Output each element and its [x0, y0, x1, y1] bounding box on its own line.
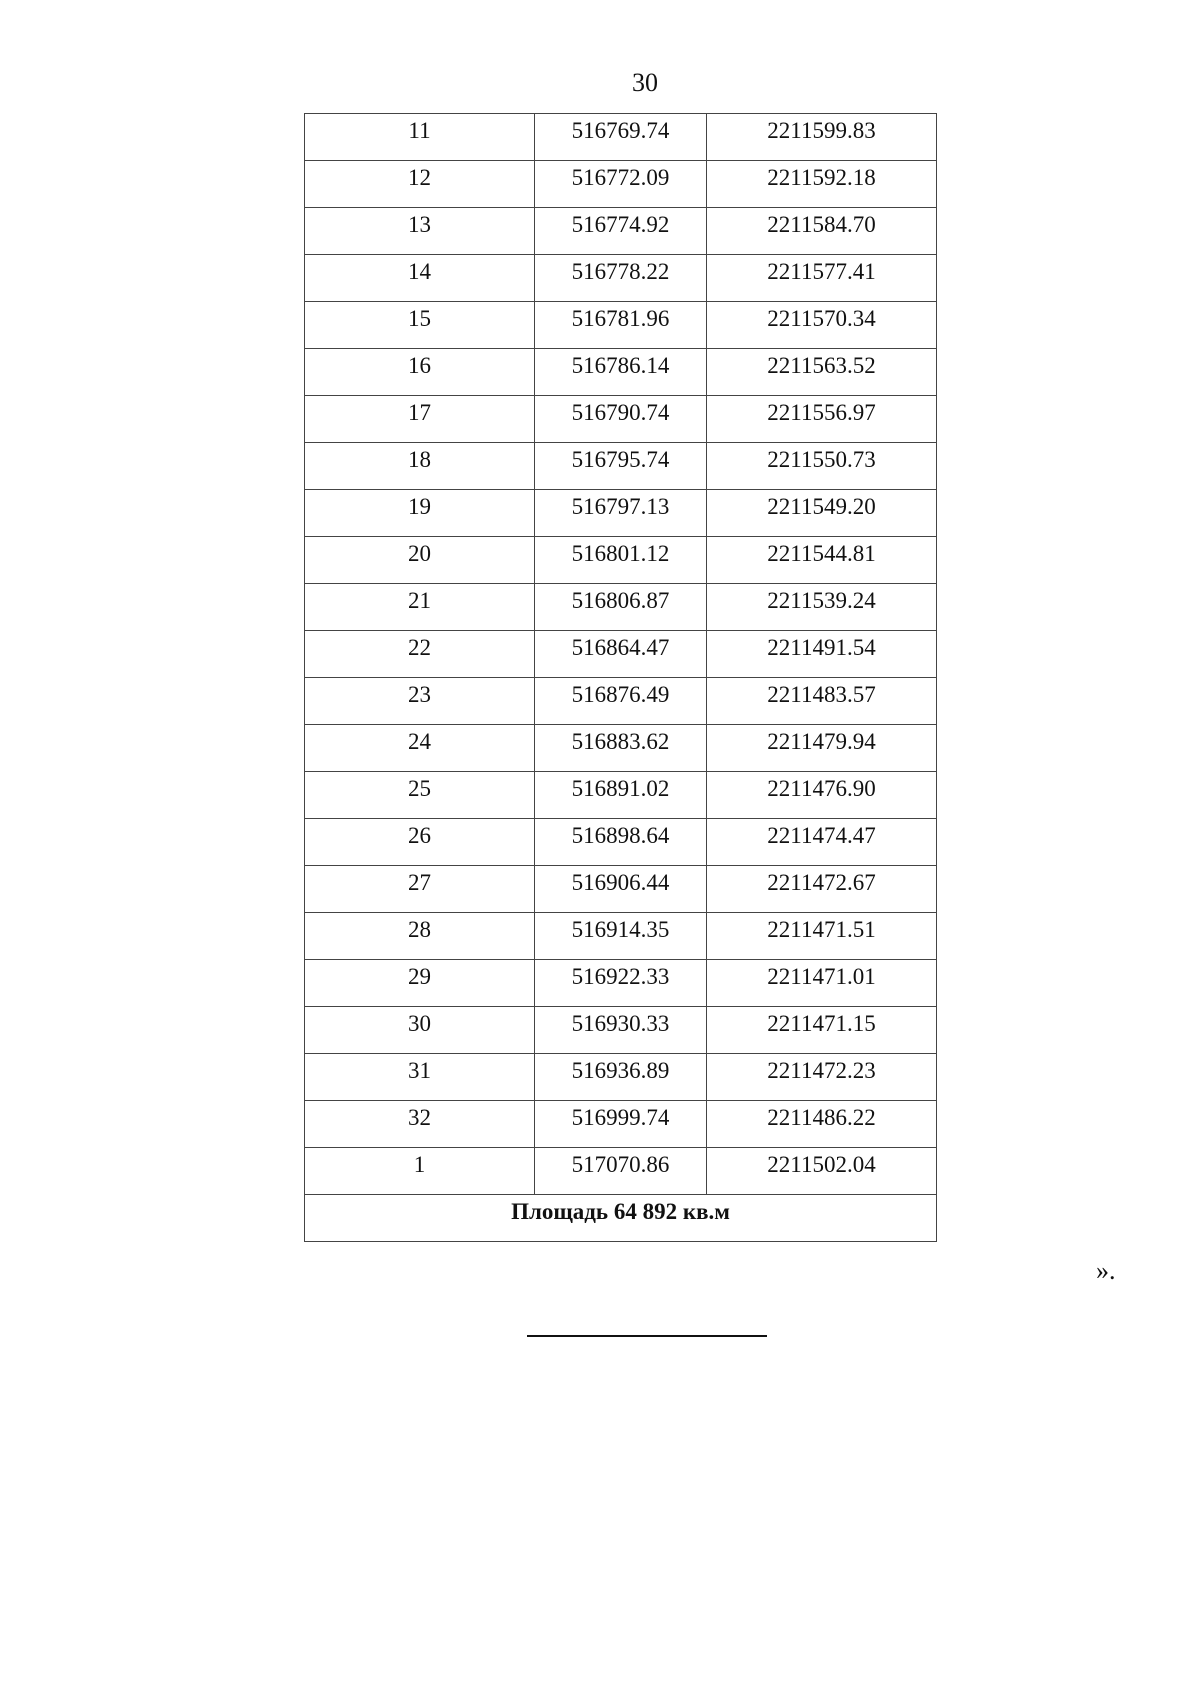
table-row [305, 819, 937, 866]
x-coordinate: 516778.22 [535, 255, 707, 302]
x-coordinate: 516774.92 [535, 208, 707, 255]
x-coordinate: 516914.35 [535, 913, 707, 960]
table-row [305, 208, 937, 255]
x-coordinate: 516797.13 [535, 490, 707, 537]
x-coordinate: 516999.74 [535, 1101, 707, 1148]
y-coordinate: 2211550.73 [707, 443, 937, 490]
table-row [305, 490, 937, 537]
y-coordinate: 2211556.97 [707, 396, 937, 443]
x-coordinate: 516936.89 [535, 1054, 707, 1101]
x-coordinate: 516876.49 [535, 678, 707, 725]
x-coordinate: 516795.74 [535, 443, 707, 490]
point-number: 11 [305, 114, 535, 161]
table-row [305, 1007, 937, 1054]
table-row [305, 1054, 937, 1101]
y-coordinate: 2211577.41 [707, 255, 937, 302]
table-row [305, 678, 937, 725]
y-coordinate: 2211599.83 [707, 114, 937, 161]
table-row [305, 396, 937, 443]
point-number: 13 [305, 208, 535, 255]
y-coordinate: 2211483.57 [707, 678, 937, 725]
table-row [305, 584, 937, 631]
table-row [305, 161, 937, 208]
table-row [305, 631, 937, 678]
x-coordinate: 516864.47 [535, 631, 707, 678]
y-coordinate: 2211474.47 [707, 819, 937, 866]
x-coordinate: 516801.12 [535, 537, 707, 584]
y-coordinate: 2211471.01 [707, 960, 937, 1007]
x-coordinate: 516781.96 [535, 302, 707, 349]
table-row [305, 960, 937, 1007]
point-number: 25 [305, 772, 535, 819]
y-coordinate: 2211592.18 [707, 161, 937, 208]
table-row [305, 443, 937, 490]
area-total-row [305, 1195, 937, 1242]
point-number: 32 [305, 1101, 535, 1148]
end-divider-line [527, 1335, 767, 1337]
y-coordinate: 2211563.52 [707, 349, 937, 396]
y-coordinate: 2211479.94 [707, 725, 937, 772]
point-number: 18 [305, 443, 535, 490]
point-number: 15 [305, 302, 535, 349]
closing-quote: ». [1096, 1256, 1116, 1285]
x-coordinate: 516898.64 [535, 819, 707, 866]
point-number: 30 [305, 1007, 535, 1054]
point-number: 28 [305, 913, 535, 960]
y-coordinate: 2211539.24 [707, 584, 937, 631]
point-number: 17 [305, 396, 535, 443]
y-coordinate: 2211471.51 [707, 913, 937, 960]
table-row [305, 302, 937, 349]
x-coordinate: 516806.87 [535, 584, 707, 631]
coordinates-table-body [305, 114, 937, 1195]
table-row [305, 349, 937, 396]
table-row [305, 913, 937, 960]
y-coordinate: 2211472.23 [707, 1054, 937, 1101]
table-row [305, 255, 937, 302]
point-number: 14 [305, 255, 535, 302]
x-coordinate: 516930.33 [535, 1007, 707, 1054]
x-coordinate: 517070.86 [535, 1148, 707, 1195]
table-row [305, 725, 937, 772]
page-number: 30 [632, 68, 658, 97]
y-coordinate: 2211471.15 [707, 1007, 937, 1054]
point-number: 12 [305, 161, 535, 208]
point-number: 26 [305, 819, 535, 866]
y-coordinate: 2211570.34 [707, 302, 937, 349]
point-number: 20 [305, 537, 535, 584]
point-number: 31 [305, 1054, 535, 1101]
point-number: 21 [305, 584, 535, 631]
table-row [305, 114, 937, 161]
y-coordinate: 2211544.81 [707, 537, 937, 584]
point-number: 24 [305, 725, 535, 772]
x-coordinate: 516786.14 [535, 349, 707, 396]
y-coordinate: 2211584.70 [707, 208, 937, 255]
point-number: 23 [305, 678, 535, 725]
y-coordinate: 2211502.04 [707, 1148, 937, 1195]
point-number: 1 [305, 1148, 535, 1195]
area-total: Площадь 64 892 кв.м [305, 1195, 937, 1242]
table-row [305, 537, 937, 584]
point-number: 19 [305, 490, 535, 537]
x-coordinate: 516891.02 [535, 772, 707, 819]
x-coordinate: 516883.62 [535, 725, 707, 772]
y-coordinate: 2211476.90 [707, 772, 937, 819]
table-row [305, 772, 937, 819]
y-coordinate: 2211491.54 [707, 631, 937, 678]
x-coordinate: 516906.44 [535, 866, 707, 913]
table-row [305, 866, 937, 913]
x-coordinate: 516772.09 [535, 161, 707, 208]
point-number: 27 [305, 866, 535, 913]
point-number: 16 [305, 349, 535, 396]
x-coordinate: 516790.74 [535, 396, 707, 443]
point-number: 29 [305, 960, 535, 1007]
x-coordinate: 516922.33 [535, 960, 707, 1007]
table-row [305, 1101, 937, 1148]
x-coordinate: 516769.74 [535, 114, 707, 161]
y-coordinate: 2211472.67 [707, 866, 937, 913]
y-coordinate: 2211486.22 [707, 1101, 937, 1148]
point-number: 22 [305, 631, 535, 678]
coordinates-table [304, 113, 937, 1242]
y-coordinate: 2211549.20 [707, 490, 937, 537]
table-row [305, 1148, 937, 1195]
